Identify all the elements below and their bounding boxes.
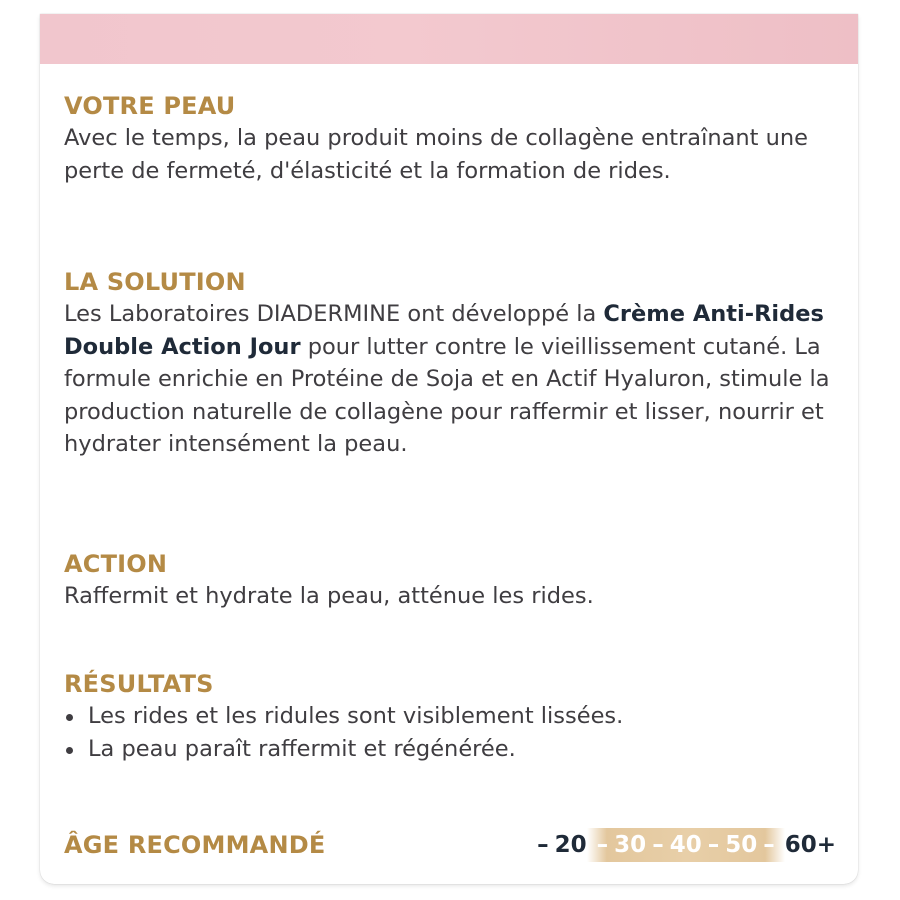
age-40: 40: [669, 832, 702, 858]
heading-action: ACTION: [64, 550, 168, 578]
heading-votre-peau: VOTRE PEAU: [64, 92, 236, 120]
age-30: 30: [614, 832, 647, 858]
panel-content: [64, 90, 844, 786]
heading-resultats: RÉSULTATS: [64, 670, 214, 698]
section-la-solution: [64, 266, 844, 528]
age-60-plus: 60+: [784, 832, 836, 858]
solution-text-end: pour lutter contre le vieillissement cutané. La formule enrichie en Protéine de Soja et en Actif Hyaluron, stimule la production naturelle de collagène pour raffermir et lisser, nourrir et hydrater intensément la peau.: [64, 333, 830, 457]
age-recommended-label: ÂGE RECOMMANDÉ: [64, 831, 326, 859]
text-la-solution: [64, 298, 844, 461]
list-item: [64, 700, 844, 733]
heading-la-solution: LA SOLUTION: [64, 268, 246, 296]
age-dash: –: [707, 832, 720, 858]
section-votre-peau: [64, 90, 844, 246]
bullet-dot-icon: [66, 714, 73, 721]
age-scale: [531, 828, 836, 862]
section-action: [64, 548, 844, 648]
age-dash: –: [763, 832, 775, 858]
product-panel: [40, 14, 858, 884]
age-dash: –: [652, 832, 664, 858]
age-50: 50: [725, 832, 758, 858]
text-action: Raffermit et hydrate la peau, atténue les rides.: [64, 583, 594, 609]
age-dash: –: [596, 832, 609, 858]
top-pink-band: [40, 14, 858, 64]
bullet-dot-icon: [66, 747, 73, 754]
age-recommendation-row: [64, 828, 836, 862]
list-item: [64, 733, 844, 766]
text-votre-peau: Avec le temps, la peau produit moins de collagène entraînant une perte de fermeté, d'élasticité et la formation de rides.: [64, 125, 808, 184]
list-item-text: La peau paraît raffermit et régénérée.: [88, 736, 516, 762]
product-name-bold: Crème Anti-Rides Double Action Jour: [64, 301, 824, 360]
age-20: 20: [554, 832, 587, 858]
age-highlight-range: [587, 828, 785, 862]
age-dash: –: [537, 832, 549, 858]
list-item-text: Les rides et les ridules sont visiblement lissées.: [88, 703, 624, 729]
section-resultats: [64, 668, 844, 766]
solution-text-start: Les Laboratoires DIADERMINE ont développé la: [64, 301, 604, 327]
results-list: [64, 700, 844, 766]
